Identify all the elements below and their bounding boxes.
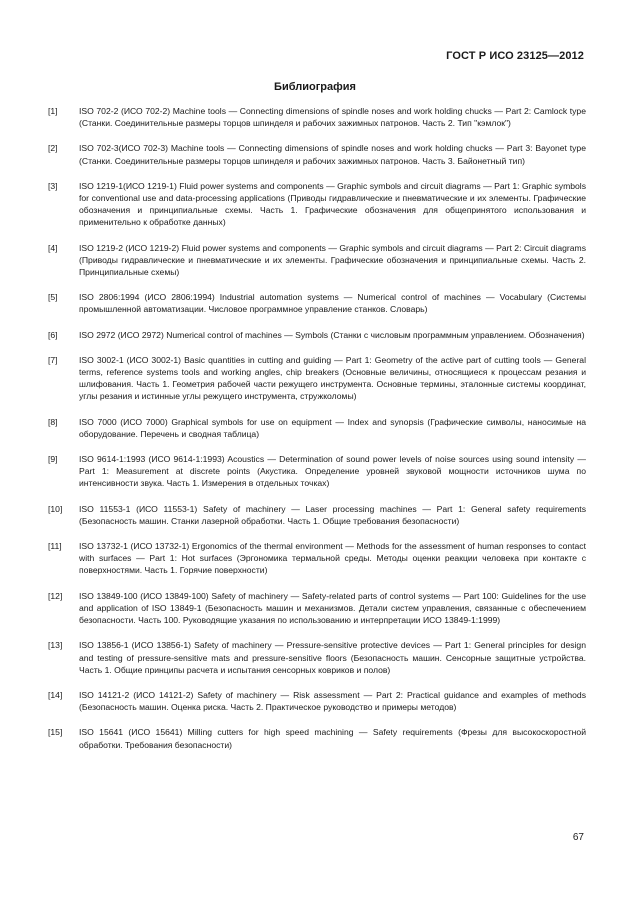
reference-number: [4]: [48, 242, 58, 253]
reference-text: ISO 13856-1 (ИСО 13856-1) Safety of machinery — Pressure-sensitive protective devices — Part 1: General principles for design and testing of pressure-sensitive mats and pressure-sensitive floors (Безопасность машин. Сенсорные защитные устройства. Часть 1. Общие принципы расчета и испытания сенсорных ковриков и полов): [79, 640, 586, 675]
document-header: ГОСТ Р ИСО 23125—2012: [446, 50, 584, 62]
reference-text: ISO 15641 (ИСО 15641) Milling cutters for high speed machining — Safety requirements (Фрезы для высокоскоростной обработки. Требования безопасности): [79, 727, 586, 750]
reference-number: [2]: [48, 143, 58, 154]
reference-text: ISO 2806:1994 (ИСО 2806:1994) Industrial automation systems — Numerical control of machines — Vocabulary (Системы промышленной автоматизации. Числовое программное управление станков. Словарь): [79, 292, 586, 315]
reference-text: ISO 11553-1 (ИСО 11553-1) Safety of machinery — Laser processing machines — Part 1: General safety requirements (Безопасность машин. Станки лазерной обработки. Часть 1. Общие требования безопасности): [79, 503, 586, 526]
reference-item: [48, 689, 586, 713]
reference-number: [5]: [48, 292, 58, 303]
reference-item: [48, 503, 586, 527]
reference-item: [48, 242, 586, 279]
reference-item: [48, 354, 586, 403]
page-number: 67: [572, 832, 584, 843]
reference-number: [3]: [48, 180, 58, 191]
reference-number: [9]: [48, 454, 58, 465]
reference-number: [12]: [48, 590, 63, 601]
reference-number: [10]: [48, 503, 63, 514]
reference-item: [48, 329, 586, 341]
reference-number: [11]: [48, 541, 62, 552]
reference-number: [8]: [48, 416, 58, 427]
reference-text: ISO 14121-2 (ИСО 14121-2) Safety of machinery — Risk assessment — Part 2: Practical guidance and examples of methods (Безопасность машин. Оценка риска. Часть 2. Практическое руководство и примеры методов): [79, 689, 586, 713]
reference-item: [48, 639, 586, 676]
reference-text: ISO 1219-1(ИСО 1219-1) Fluid power systems and components — Graphic symbols and circuit diagrams — Part 1: Graphic symbols for conventional use and data-processing applications (Приводы гидравлические и пневматические и их элементы. Графические обозначения и принципиальные схемы. Часть 1. Графические обозначения для общепринятого использования и применительно к обработке данных): [79, 180, 586, 228]
reference-item: [48, 416, 586, 440]
reference-item: [48, 726, 586, 750]
reference-text: ISO 7000 (ИСО 7000) Graphical symbols for use on equipment — Index and synopsis (Графические символы, наносимые на оборудование. Перечень и сводная таблица): [79, 416, 586, 439]
reference-text: ISO 2972 (ИСО 2972) Numerical control of machines — Symbols (Станки с числовым программным управлением. Обозначения): [79, 329, 585, 340]
reference-item: [48, 142, 586, 166]
reference-text: ISO 3002-1 (ИСО 3002-1) Basic quantities in cutting and guiding — Part 1: Geometry of the active part of cutting tools — General terms, reference systems tools and working angles, chip breakers (Основные величины, относящиеся к процессам резания и шлифования. Часть 1. Геометрия рабочей части режущего инструмента. Основные термины, эталонные системы координат, углы резания и истинные углы режущего инструмента, стружколомы): [79, 354, 586, 402]
reference-text: ISO 13732-1 (ИСО 13732-1) Ergonomics of the thermal environment — Methods for the assessment of human responses to contact with surfaces — Part 1: Hot surfaces (Эргономика термальной среды. Методы оценки реакции человека при контакте с поверхностями. Часть 1. Горячие поверхности): [79, 541, 586, 576]
reference-number: [15]: [48, 727, 63, 738]
reference-text: ISO 13849-100 (ИСО 13849-100) Safety of machinery — Safety-related parts of control systems — Part 100: Guidelines for the use and application of ISO 13849-1 (Безопасность машин и механизмов. Детали систем управления, связанные с обеспечением безопасности. Часть 100. Руководящие указания по использованию и интерпретации ИСО 13849-1:1999): [79, 590, 586, 626]
reference-number: [1]: [48, 106, 58, 116]
reference-item: [48, 105, 586, 129]
reference-number: [6]: [48, 329, 58, 340]
reference-item: [48, 540, 586, 577]
reference-text: ISO 702-3(ИСО 702-3) Machine tools — Connecting dimensions of spindle noses and work holding chucks — Part 3: Bayonet type (Станки. Соединительные размеры торцов шпинделя и рабочих зажимных патронов. Часть 3. Байонетный тип): [79, 143, 586, 166]
reference-text: ISO 1219-2 (ИСО 1219-2) Fluid power systems and components — Graphic symbols and circuit diagrams — Part 2: Circuit diagrams (Приводы гидравлические и пневматические и их элементы. Графические обозначения и принципиальные схемы. Часть 2. Принципиальные схемы): [79, 242, 586, 278]
reference-text: ISO 9614-1:1993 (ИСО 9614-1:1993) Acoustics — Determination of sound power levels of noise sources using sound intensity — Part 1: Measurement at discrete points (Акустика. Определение уровней звуковой мощности источников шума по интенсивности звука. Часть 1. Измерения в отдельных точках): [79, 454, 586, 489]
reference-number: [7]: [48, 354, 58, 365]
reference-number: [13]: [48, 640, 63, 651]
bibliography-title: Библиография: [274, 81, 356, 93]
reference-list: [48, 105, 586, 764]
reference-text: ISO 702-2 (ИСО 702-2) Machine tools — Connecting dimensions of spindle noses and work holding chucks — Part 2: Camlock type (Станки. Соединительные размеры торцов шпинделя и рабочих зажимных патронов. Часть 2. Тип "кэмлок"): [79, 106, 586, 129]
reference-item: [48, 180, 586, 229]
reference-item: [48, 453, 586, 490]
reference-item: [48, 590, 586, 627]
reference-item: [48, 291, 586, 315]
reference-number: [14]: [48, 689, 63, 700]
